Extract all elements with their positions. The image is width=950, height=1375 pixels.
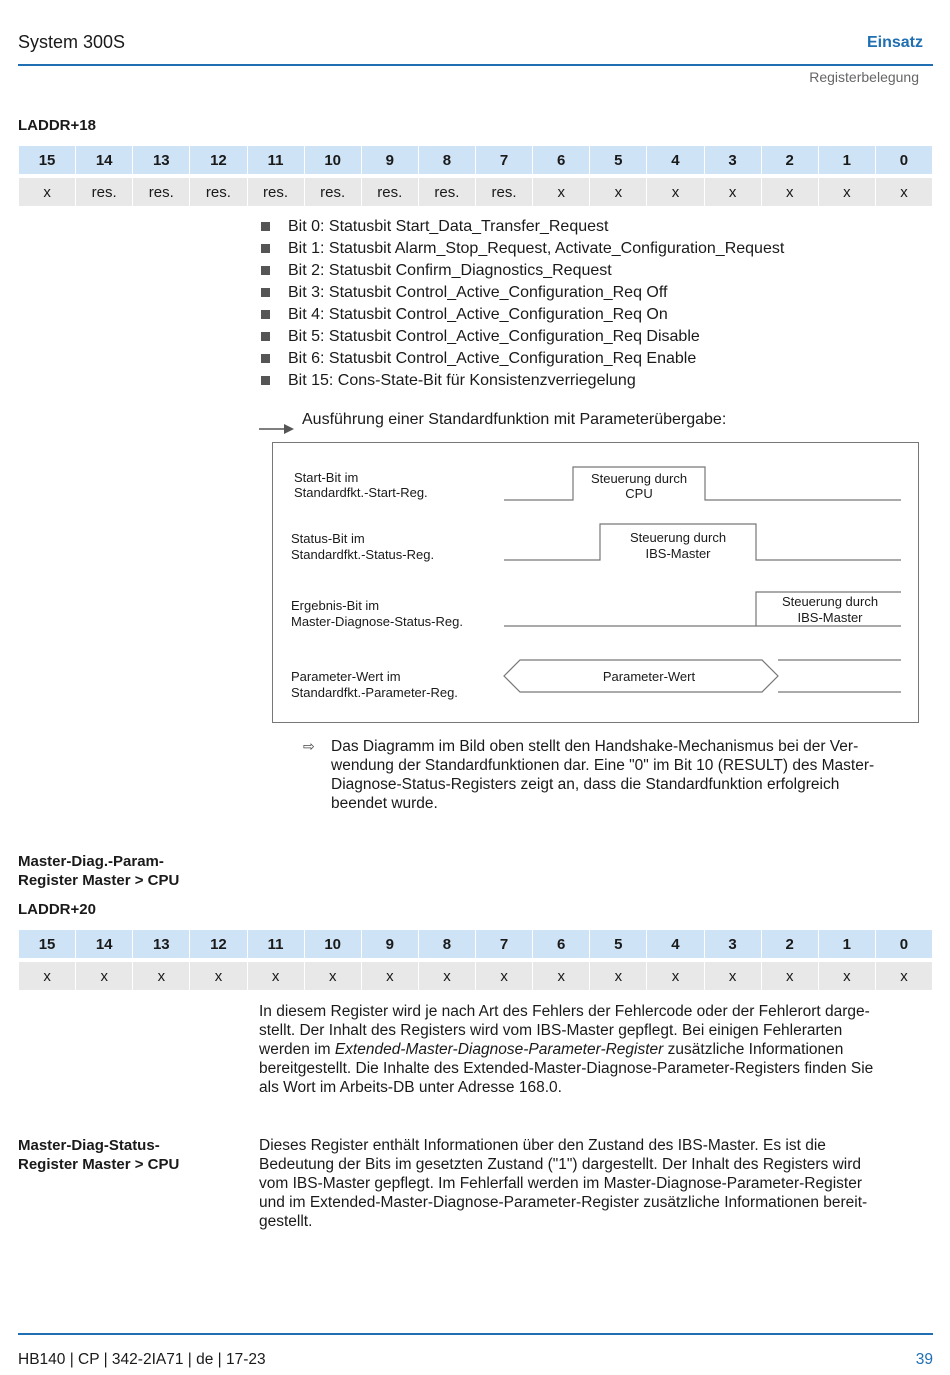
bit-header-cell: 11 [248, 930, 304, 958]
diagram-row3-label-line2: Master-Diagnose-Status-Reg. [291, 614, 463, 629]
bit-header-cell: 12 [190, 930, 246, 958]
bit-header-cell: 14 [76, 930, 132, 958]
bit-header-cell: 0 [876, 146, 932, 174]
paragraph-text: werden im [259, 1041, 335, 1058]
bit-header-cell: 11 [248, 146, 304, 174]
diagram-row2-label-line1: Status-Bit im [291, 531, 365, 546]
result-arrow-icon: ⇨ [303, 738, 315, 754]
bit-value-cell: x [305, 958, 361, 990]
bit-value-cell: res. [305, 174, 361, 206]
bit-description-list [260, 216, 784, 392]
bit-value-cell: res. [476, 174, 532, 206]
bit-value-row [19, 958, 932, 990]
result-line: Das Diagramm im Bild oben stellt den Handshake-Mechanismus bei der Ver- [331, 738, 859, 755]
bit-header-cell: 15 [19, 146, 75, 174]
bit-table-laddr20 [18, 930, 933, 990]
bit-header-cell: 10 [305, 146, 361, 174]
bit-header-cell: 9 [362, 930, 418, 958]
bit-value-cell: x [819, 958, 875, 990]
bit-value-cell: res. [133, 174, 189, 206]
section-heading-master-diag-param [18, 852, 179, 890]
bit-header-cell: 7 [476, 930, 532, 958]
bit-header-cell: 13 [133, 146, 189, 174]
bit-table-laddr18 [18, 146, 933, 206]
diagram-row2-label-line2: Standardfkt.-Status-Reg. [291, 547, 435, 562]
footer-divider [18, 1333, 933, 1335]
bit-header-cell: 9 [362, 146, 418, 174]
list-item: Bit 3: Statusbit Control_Active_Configuration_Req Off [260, 282, 784, 304]
bit-header-cell: 6 [533, 930, 589, 958]
bit-value-cell: x [248, 958, 304, 990]
list-item: Bit 6: Statusbit Control_Active_Configuration_Req Enable [260, 348, 784, 370]
bit-header-cell: 15 [19, 930, 75, 958]
bit-value-cell: x [133, 958, 189, 990]
bit-value-cell: x [19, 174, 75, 206]
heading-line: Register Master > CPU [18, 872, 180, 889]
paragraph-line: als Wort im Arbeits-DB unter Adresse 168.0. [259, 1079, 562, 1096]
paragraph-line: bereitgestellt. Die Inhalte des Extended-Master-Diagnose-Parameter-Registers finden Sie [259, 1060, 874, 1077]
diagram-row2-box-line2: IBS-Master [645, 546, 711, 561]
bit-value-cell: x [705, 174, 761, 206]
result-line: wendung der Standardfunktionen dar. Eine "0" im Bit 10 (RESULT) des Master- [331, 757, 875, 774]
bit-value-cell: x [705, 958, 761, 990]
diagram-row4-label-line2: Standardfkt.-Parameter-Reg. [291, 685, 458, 700]
bit-header-cell: 13 [133, 930, 189, 958]
bit-header-cell: 5 [590, 146, 646, 174]
bit-value-cell: x [76, 958, 132, 990]
result-line: beendet wurde. [331, 795, 438, 812]
bit-value-cell: x [362, 958, 418, 990]
bit-value-cell: res. [248, 174, 304, 206]
list-item: Bit 1: Statusbit Alarm_Stop_Request, Activate_Configuration_Request [260, 238, 784, 260]
bit-header-cell: 3 [705, 146, 761, 174]
diagram-row3-label-line1: Ergebnis-Bit im [291, 598, 380, 613]
bit-header-cell: 2 [762, 930, 818, 958]
diagram-row1-label-line2: Standardfkt.-Start-Reg. [294, 485, 428, 500]
bit-header-cell: 1 [819, 930, 875, 958]
bit-value-cell: x [647, 958, 703, 990]
bit-header-cell: 12 [190, 146, 246, 174]
bit-header-cell: 3 [705, 930, 761, 958]
register-label-laddr20: LADDR+20 [18, 901, 96, 918]
diagram-row4-box-label: Parameter-Wert [602, 669, 696, 684]
bit-header-cell: 10 [305, 930, 361, 958]
bit-value-cell: x [476, 958, 532, 990]
bit-value-cell: x [190, 958, 246, 990]
paragraph-line [259, 1040, 873, 1059]
heading-line: Master-Diag.-Param- [18, 853, 164, 870]
bit-header-cell: 5 [590, 930, 646, 958]
bit-value-cell: x [647, 174, 703, 206]
bit-header-cell: 6 [533, 146, 589, 174]
bit-value-cell: x [590, 174, 646, 206]
diagram-row3-box-line2: IBS-Master [797, 610, 863, 625]
paragraph-line: gestellt. [259, 1213, 313, 1230]
list-item: Bit 5: Statusbit Control_Active_Configuration_Req Disable [260, 326, 784, 348]
paragraph-line: Bedeutung der Bits im gesetzten Zustand ("1") dargestellt. Der Inhalt des Registers wird [259, 1156, 862, 1173]
bit-value-cell: x [419, 958, 475, 990]
bit-value-cell: x [762, 958, 818, 990]
paragraph-line: vom IBS-Master gepflegt. Im Fehlerfall werden im Master-Diagnose-Parameter-Register [259, 1175, 862, 1192]
diagram-row2-box-line1: Steuerung durch [629, 530, 727, 545]
bit-value-cell: x [19, 958, 75, 990]
header-subsection: Registerbelegung [809, 69, 919, 85]
bit-value-cell: x [533, 174, 589, 206]
heading-line: Master-Diag-Status- [18, 1137, 160, 1154]
footer-document-id: HB140 | CP | 342-2IA71 | de | 17-23 [18, 1351, 266, 1368]
diagram-row3-box-line1: Steuerung durch [781, 594, 879, 609]
bit-value-cell: x [819, 174, 875, 206]
list-item: Bit 2: Statusbit Confirm_Diagnostics_Request [260, 260, 784, 282]
bit-value-cell: res. [76, 174, 132, 206]
bit-value-cell: res. [419, 174, 475, 206]
bit-value-cell: x [590, 958, 646, 990]
bit-header-row [19, 930, 932, 958]
bit-header-cell: 8 [419, 930, 475, 958]
bit-header-cell: 2 [762, 146, 818, 174]
handshake-diagram [272, 442, 920, 724]
bit-value-cell: x [533, 958, 589, 990]
paragraph-line: und im Extended-Master-Diagnose-Parameter-Register zusätzliche Informationen bereit- [259, 1194, 868, 1211]
bit-header-row [19, 146, 932, 174]
bit-header-cell: 4 [647, 146, 703, 174]
bit-header-cell: 1 [819, 146, 875, 174]
bit-header-cell: 4 [647, 930, 703, 958]
header-title: System 300S [18, 32, 126, 52]
master-diag-param-paragraph [259, 1002, 873, 1097]
bit-header-cell: 0 [876, 930, 932, 958]
bit-value-cell: x [876, 958, 932, 990]
paragraph-text: zusätzliche Informationen [663, 1041, 844, 1058]
bit-header-cell: 8 [419, 146, 475, 174]
diagram-row1-label-line1: Start-Bit im [294, 470, 359, 485]
bit-header-cell: 14 [76, 146, 132, 174]
bit-value-cell: x [876, 174, 932, 206]
section-heading-master-diag-status [18, 1136, 179, 1174]
paragraph-line: Dieses Register enthält Informationen über den Zustand des IBS-Master. Es ist die [259, 1137, 826, 1154]
diagram-row1-box-line1: Steuerung durch [590, 471, 688, 486]
header-section: Einsatz [866, 34, 923, 51]
list-item: Bit 15: Cons-State-Bit für Konsistenzverriegelung [260, 370, 784, 392]
bit-value-row [19, 174, 932, 206]
diagram-row1-box-line2: CPU [625, 486, 653, 501]
paragraph-line: In diesem Register wird je nach Art des Fehlers der Fehlercode oder der Fehlerort darge- [259, 1003, 870, 1020]
list-item: Bit 0: Statusbit Start_Data_Transfer_Request [260, 216, 784, 238]
heading-line: Register Master > CPU [18, 1156, 180, 1173]
register-name-emphasis: Extended-Master-Diagnose-Parameter-Register [334, 1041, 664, 1058]
diagram-row4-label-line1: Parameter-Wert im [291, 669, 401, 684]
result-paragraph [331, 737, 874, 813]
bit-value-cell: res. [362, 174, 418, 206]
bit-value-cell: res. [190, 174, 246, 206]
register-label-laddr18: LADDR+18 [18, 117, 96, 134]
header-divider [18, 64, 933, 66]
result-line: Diagnose-Status-Registers zeigt an, dass die Standardfunktion erfolgreich [331, 776, 840, 793]
step-arrow-icon [258, 418, 298, 434]
page-number: 39 [915, 1351, 933, 1368]
step-text: Ausführung einer Standardfunktion mit Parameterübergabe: [302, 411, 727, 428]
master-diag-status-paragraph [259, 1136, 867, 1231]
bit-value-cell: x [762, 174, 818, 206]
list-item: Bit 4: Statusbit Control_Active_Configuration_Req On [260, 304, 784, 326]
bit-header-cell: 7 [476, 146, 532, 174]
paragraph-line: stellt. Der Inhalt des Registers wird vom IBS-Master gepflegt. Bei einigen Fehlerarten [259, 1022, 843, 1039]
